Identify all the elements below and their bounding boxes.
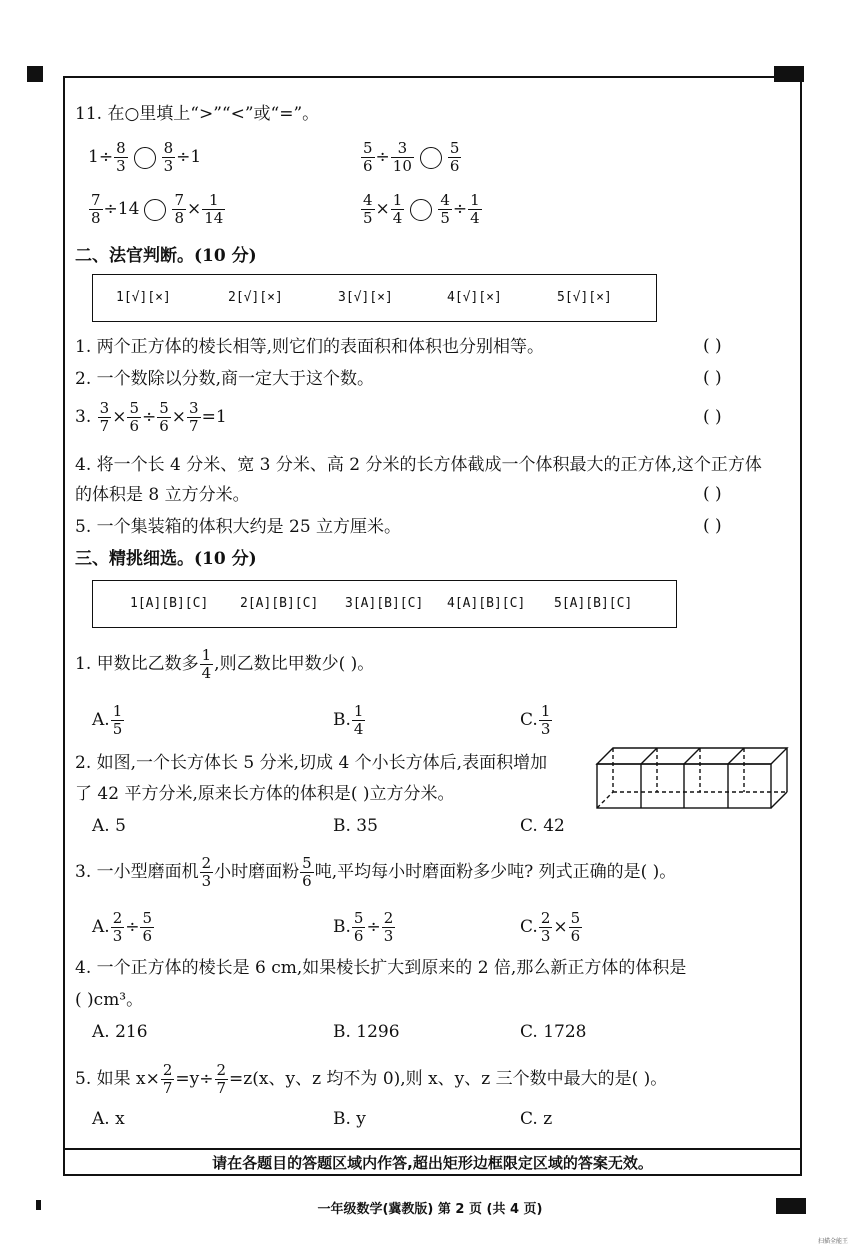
section3-heading: 三、精挑细选。(10 分) (75, 549, 257, 569)
s3-q4-option-b[interactable]: B. 1296 (333, 1022, 400, 1042)
s2-question-2: 2. 一个数除以分数,商一定大于这个数。 (75, 369, 375, 389)
s3-question-5: 5. 如果 x× $\frac{2}{7}$ =y÷ $\frac{2}{7}$ =z(x、y、z 均不为 0),则 x、y、z 三个数中最大的是( )。 (75, 1061, 668, 1097)
s2-question-4-line1: 4. 将一个长 4 分米、宽 3 分米、高 2 分米的长方体截成一个体积最大的正方体,这个正方体 (75, 455, 762, 475)
s3-q5-option-a[interactable]: A. x (92, 1109, 125, 1129)
q11-row2-a: $\frac{7}{8}$ ÷14 $\frac{7}{8}$ × $\frac{1}{14}$ (91, 191, 224, 227)
s3-q3-option-b[interactable]: B. $\frac{5}{6}$ ÷ $\frac{2}{3}$ (333, 909, 394, 945)
q11-title: 11. 在○里填上“>”“<”或“=”。 (75, 104, 320, 124)
q11-row1-a: 1÷ $\frac{8}{3}$ $\frac{8}{3}$ ÷1 (88, 139, 202, 175)
s2-question-3: 3. $\frac{3}{7}$ × $\frac{5}{6}$ ÷ $\frac{5}{6}$ × $\frac{3}{7}$ =1 (75, 399, 227, 435)
compare-circle[interactable] (144, 199, 166, 221)
answer-paren[interactable]: ( ) (703, 484, 722, 504)
s2-question-5: 5. 一个集装箱的体积大约是 25 立方厘米。 (75, 517, 402, 537)
answer-choice-4[interactable]: 4[√][×] (447, 290, 502, 305)
answer-paren[interactable]: ( ) (703, 516, 722, 536)
answer-paren[interactable]: ( ) (703, 336, 722, 356)
answer-choice-1[interactable]: 1[√][×] (116, 290, 171, 305)
s2-question-4-line2: 的体积是 8 立方分米。 (75, 485, 250, 505)
s3-question-2-line2: 了 42 平方分米,原来长方体的体积是( )立方分米。 (75, 784, 455, 804)
answer-paren[interactable]: ( ) (703, 368, 722, 388)
s3-q1-option-a[interactable]: A. $\frac{1}{5}$ (92, 702, 123, 738)
q11-row1-b: $\frac{5}{6}$ ÷ $\frac{3}{10}$ $\frac{5}{6}$ (363, 139, 460, 175)
answer-choice-2[interactable]: 2[√][×] (228, 290, 283, 305)
s3-q2-option-a[interactable]: A. 5 (92, 816, 126, 836)
scanner-watermark: 扫描全能王 (818, 1238, 849, 1245)
answer-choice-3[interactable]: 3[A][B][C] (345, 596, 424, 611)
answer-choice-2[interactable]: 2[A][B][C] (240, 596, 319, 611)
s3-question-2-line1: 2. 如图,一个长方体长 5 分米,切成 4 个小长方体后,表面积增加 (75, 753, 548, 773)
cuboid-figure (593, 742, 793, 812)
s3-q3-option-a[interactable]: A. $\frac{2}{3}$ ÷ $\frac{5}{6}$ (92, 909, 153, 945)
s3-q4-option-c[interactable]: C. 1728 (520, 1022, 587, 1042)
s3-q1-option-b[interactable]: B. $\frac{1}{4}$ (333, 702, 364, 738)
answer-choice-5[interactable]: 5[√][×] (557, 290, 612, 305)
s3-q5-option-b[interactable]: B. y (333, 1109, 366, 1129)
s3-question-4-line1: 4. 一个正方体的棱长是 6 cm,如果棱长扩大到原来的 2 倍,那么新正方体的体积是 (75, 958, 687, 978)
answer-choice-5[interactable]: 5[A][B][C] (554, 596, 633, 611)
s2-question-1: 1. 两个正方体的棱长相等,则它们的表面积和体积也分别相等。 (75, 337, 545, 357)
answer-paren[interactable]: ( ) (703, 407, 722, 427)
s3-q2-option-b[interactable]: B. 35 (333, 816, 378, 836)
answer-choice-4[interactable]: 4[A][B][C] (447, 596, 526, 611)
answer-choice-1[interactable]: 1[A][B][C] (130, 596, 209, 611)
compare-circle[interactable] (410, 199, 432, 221)
s3-q3-option-c[interactable]: C. $\frac{2}{3}$ × $\frac{5}{6}$ (520, 909, 581, 945)
compare-circle[interactable] (134, 147, 156, 169)
s3-q2-option-c[interactable]: C. 42 (520, 816, 565, 836)
answer-choice-3[interactable]: 3[√][×] (338, 290, 393, 305)
section2-heading: 二、法官判断。(10 分) (75, 246, 257, 266)
s3-q5-option-c[interactable]: C. z (520, 1109, 553, 1129)
s3-q1-option-c[interactable]: C. $\frac{1}{3}$ (520, 702, 551, 738)
s3-question-1: 1. 甲数比乙数多 $\frac{1}{4}$ ,则乙数比甲数少( )。 (75, 646, 375, 682)
s3-question-4-line2: ( )cm³。 (75, 990, 144, 1010)
compare-circle[interactable] (420, 147, 442, 169)
s3-q4-option-a[interactable]: A. 216 (92, 1022, 148, 1042)
s3-question-3: 3. 一小型磨面机 $\frac{2}{3}$ 小时磨面粉 $\frac{5}{6}$ 吨,平均每小时磨面粉多少吨? 列式正确的是( )。 (75, 854, 677, 890)
answer-area-notice: 请在各题目的答题区域内作答,超出矩形边框限定区域的答案无效。 (63, 1148, 802, 1176)
q11-row2-b: $\frac{4}{5}$ × $\frac{1}{4}$ $\frac{4}{5}$ ÷ $\frac{1}{4}$ (363, 191, 480, 227)
registration-mark-top-left (27, 66, 43, 82)
page-footer: 一年级数学(冀教版) 第 2 页 (共 4 页) (317, 1202, 543, 1217)
